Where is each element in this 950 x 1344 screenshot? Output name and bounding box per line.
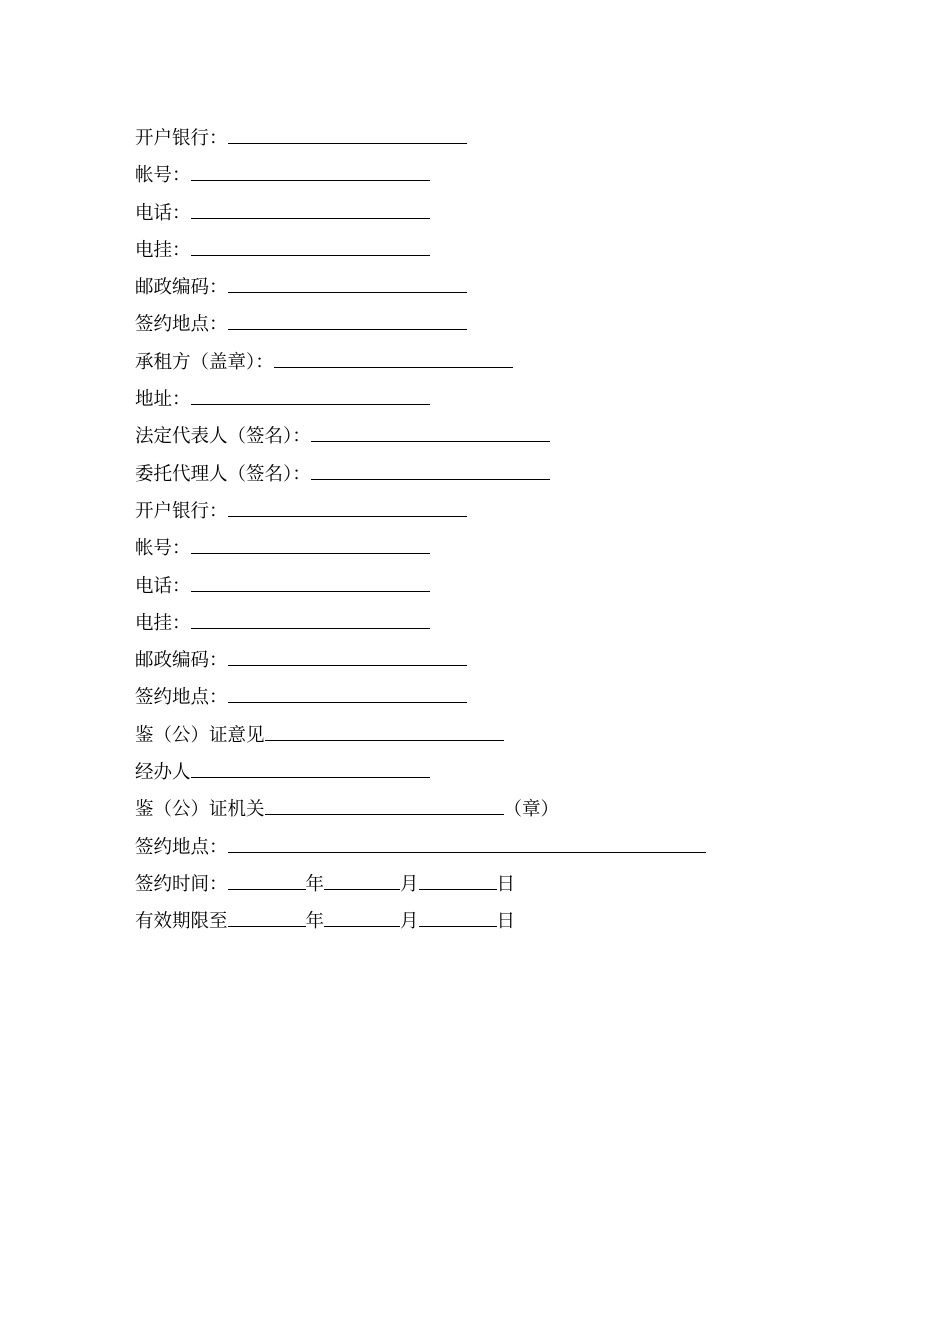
bank-label: 开户银行：	[135, 128, 228, 149]
phone-label: 电话：	[135, 202, 191, 224]
agent-label: 委托代理人（签名）：	[135, 463, 311, 485]
lessee-title-label: 承租方（盖章）：	[135, 351, 274, 373]
lessee-seal-field[interactable]	[274, 345, 513, 368]
day-label: 日	[496, 911, 516, 933]
notary-authority-row	[135, 792, 835, 829]
party-a-sign-place-row	[135, 307, 835, 344]
notary-opinion-row	[135, 718, 835, 755]
sign-day-field[interactable]	[419, 867, 497, 890]
address-field[interactable]	[191, 382, 430, 405]
notary-authority-field[interactable]	[265, 792, 504, 815]
seal-label: （章）	[503, 799, 560, 821]
valid-year-field[interactable]	[228, 904, 306, 927]
lessee-bank-row	[135, 494, 835, 531]
lessee-title-row	[135, 345, 835, 382]
bank-field[interactable]	[228, 494, 467, 517]
sign-year-field[interactable]	[228, 867, 306, 890]
sign-month-field[interactable]	[324, 867, 400, 890]
sign-time-label: 签约时间：	[135, 873, 228, 895]
lessee-telegraph-row	[135, 606, 835, 643]
notary-sign-place-row	[135, 830, 835, 867]
bank-field[interactable]	[228, 121, 467, 144]
sign-place-field[interactable]	[228, 680, 467, 703]
account-label: 帐号：	[135, 538, 191, 560]
sign-place-label: 签约地点：	[135, 314, 228, 336]
telegraph-label: 电挂：	[135, 612, 191, 634]
valid-month-field[interactable]	[324, 904, 400, 927]
party-a-account-row	[135, 158, 835, 195]
sign-place-label: 签约地点：	[135, 836, 228, 858]
lessee-phone-row	[135, 569, 835, 606]
postcode-field[interactable]	[228, 643, 467, 666]
day-label: 日	[496, 873, 516, 895]
handler-field[interactable]	[191, 755, 430, 778]
telegraph-field[interactable]	[191, 233, 430, 256]
valid-day-field[interactable]	[419, 904, 497, 927]
year-label: 年	[305, 911, 325, 933]
contract-signature-page	[135, 121, 835, 942]
party-a-telegraph-row	[135, 233, 835, 270]
legal-rep-label: 法定代表人（签名）：	[135, 426, 311, 448]
sign-time-row	[135, 867, 835, 904]
account-label: 帐号：	[135, 165, 191, 187]
address-label: 地址：	[135, 389, 191, 411]
lessee-account-row	[135, 531, 835, 568]
account-field[interactable]	[191, 531, 430, 554]
party-a-bank-row	[135, 121, 835, 158]
valid-until-label: 有效期限至	[135, 911, 228, 933]
bank-label: 开户银行：	[135, 500, 228, 522]
postcode-label: 邮政编码：	[135, 650, 228, 672]
handler-label: 经办人	[135, 762, 191, 784]
account-field[interactable]	[191, 158, 430, 181]
phone-label: 电话：	[135, 575, 191, 597]
sign-place-field[interactable]	[228, 307, 467, 330]
lessee-agent-row	[135, 457, 835, 494]
lessee-postcode-row	[135, 643, 835, 680]
month-label: 月	[400, 911, 419, 933]
postcode-label: 邮政编码：	[135, 277, 228, 299]
phone-field[interactable]	[191, 569, 430, 592]
legal-rep-field[interactable]	[311, 419, 550, 442]
notary-opinion-field[interactable]	[265, 718, 504, 741]
telegraph-field[interactable]	[191, 606, 430, 629]
year-label: 年	[305, 873, 325, 895]
notary-handler-row	[135, 755, 835, 792]
notary-opinion-label: 鉴（公）证意见	[135, 724, 265, 746]
lessee-address-row	[135, 382, 835, 419]
valid-until-row	[135, 904, 835, 941]
postcode-field[interactable]	[228, 270, 467, 293]
lessee-sign-place-row	[135, 680, 835, 717]
month-label: 月	[400, 873, 419, 895]
sign-place-label: 签约地点：	[135, 687, 228, 709]
party-a-postcode-row	[135, 270, 835, 307]
phone-field[interactable]	[191, 196, 430, 219]
notary-authority-label: 鉴（公）证机关	[135, 799, 265, 821]
telegraph-label: 电挂：	[135, 239, 191, 261]
sign-place-field[interactable]	[228, 830, 706, 853]
lessee-legal-rep-row	[135, 419, 835, 456]
agent-field[interactable]	[311, 457, 550, 480]
party-a-phone-row	[135, 196, 835, 233]
